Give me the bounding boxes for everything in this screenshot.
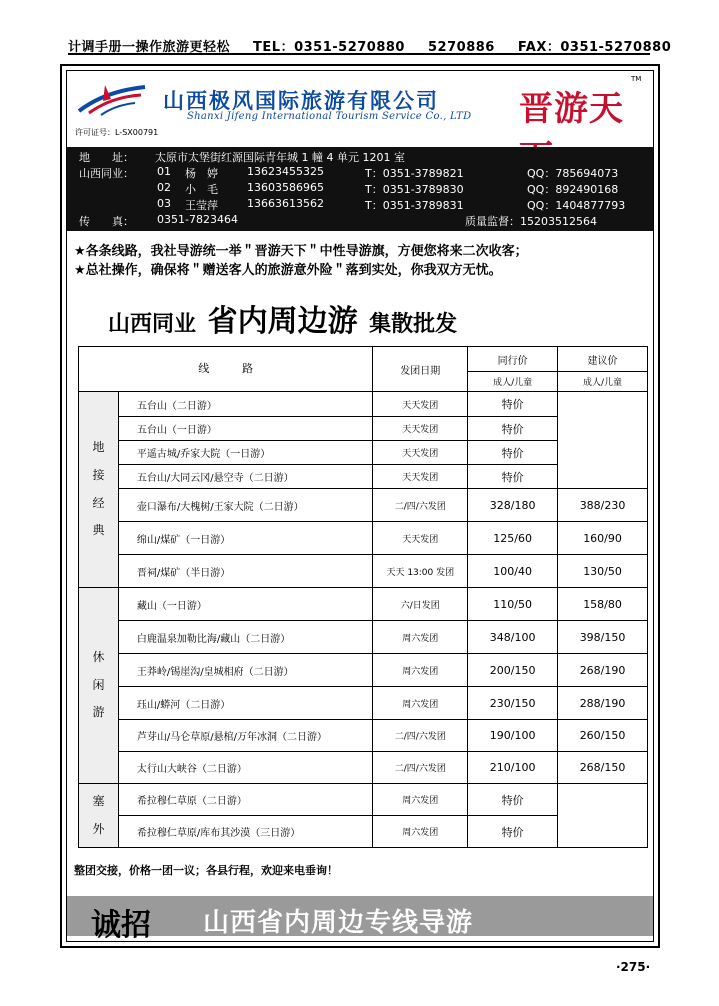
suggest-price-cell: 130/50 — [558, 555, 648, 588]
table-row — [79, 522, 648, 555]
date-cell: 周六发团 — [373, 816, 468, 848]
contact-tel: T：0351-3789821 — [365, 167, 464, 180]
fax-label: 传 真： — [79, 215, 134, 228]
note-line: ★总社操作，确保将＂赠送客人的旅游意外险＂落到实处，你我双方无忧。 — [74, 263, 502, 278]
contact-no: 01 — [157, 165, 171, 178]
contact-block — [67, 147, 653, 231]
route-cell: 藏山（一日游） — [118, 588, 372, 621]
table-row — [79, 752, 648, 784]
contact-name: 杨 婷 — [185, 167, 218, 180]
suggest-price-cell: 398/150 — [558, 621, 648, 654]
contact-name: 王莹萍 — [185, 199, 218, 212]
route-cell: 晋祠/煤矿（半日游） — [118, 555, 372, 588]
peer-price-cell: 125/60 — [468, 522, 558, 555]
date-cell: 二/四/六发团 — [373, 752, 468, 784]
header-route: 线 路 — [79, 347, 373, 392]
date-cell: 六/日发团 — [373, 588, 468, 621]
header-peer-price: 同行价 — [468, 347, 558, 372]
date-cell: 二/四/六发团 — [373, 720, 468, 752]
peer-price-cell: 100/40 — [468, 555, 558, 588]
peer-price-cell: 特价 — [468, 465, 558, 489]
contact-row — [67, 197, 653, 213]
contact-row — [67, 165, 653, 181]
date-cell: 二/四/六发团 — [373, 489, 468, 522]
quality-monitor: 质量监督：15203512564 — [465, 215, 597, 228]
slogan: 计调手册一操作旅游更轻松 — [68, 40, 231, 55]
route-cell: 绵山/煤矿（一日游） — [118, 522, 372, 555]
peer-price-cell: 200/150 — [468, 654, 558, 687]
company-name-en: Shanxi Jifeng International Tourism Service Co., LTD — [187, 111, 472, 122]
date-cell: 天天发团 — [373, 465, 468, 489]
top-tel2: 5270886 — [428, 40, 495, 55]
contact-no: 02 — [157, 181, 171, 194]
table-row — [79, 555, 648, 588]
date-cell: 周六发团 — [373, 621, 468, 654]
top-fax: FAX：0351-5270880 — [517, 40, 672, 55]
date-cell: 天天 13:00 发团 — [373, 555, 468, 588]
address-row — [67, 149, 653, 165]
route-cell: 王莽岭/锡崖沟/皇城相府（二日游） — [118, 654, 372, 687]
recruit-banner — [67, 896, 653, 943]
recruit-text: 山西省内周边专线导游 — [203, 908, 474, 938]
suggest-price-cell: 268/150 — [558, 752, 648, 784]
contact-label: 山西同业： — [79, 167, 134, 180]
headline-part-c: 集散批发 — [369, 312, 458, 337]
suggest-price-cell: 268/190 — [558, 654, 648, 687]
route-cell: 五台山（二日游） — [118, 392, 372, 417]
peer-price-cell: 特价 — [468, 417, 558, 441]
peer-price-cell: 特价 — [468, 784, 558, 816]
peer-price-cell: 230/150 — [468, 687, 558, 720]
fax-row — [67, 213, 653, 229]
suggest-price-cell: 388/230 — [558, 489, 648, 522]
date-cell: 周六发团 — [373, 784, 468, 816]
company-header — [67, 71, 653, 147]
peer-price-cell: 190/100 — [468, 720, 558, 752]
table-row — [79, 720, 648, 752]
headline-part-a: 山西同业 — [108, 312, 197, 337]
date-cell: 天天发团 — [373, 522, 468, 555]
table-row — [79, 654, 648, 687]
contact-mobile: 13663613562 — [247, 197, 324, 210]
table-header-row — [79, 347, 648, 372]
headline — [108, 296, 457, 340]
route-table — [78, 346, 648, 848]
brand-logo: 晋游天 — [519, 89, 624, 129]
top-tel: TEL：0351-5270880 — [253, 40, 405, 55]
route-cell: 白鹿温泉加勒比海/藏山（二日游） — [118, 621, 372, 654]
contact-name: 小 毛 — [185, 183, 218, 196]
peer-price-cell: 110/50 — [468, 588, 558, 621]
route-cell: 壶口瀑布/大槐树/王家大院（二日游） — [118, 489, 372, 522]
contact-qq: QQ：892490168 — [527, 183, 619, 196]
date-cell: 周六发团 — [373, 654, 468, 687]
page-number: ·275· — [616, 960, 651, 974]
peer-price-cell: 328/180 — [468, 489, 558, 522]
contact-row — [67, 181, 653, 197]
address: 太原市太堡街红源国际青年城 1 幢 4 单元 1201 室 — [155, 151, 405, 164]
category-local: 地 接 经 典 — [79, 392, 119, 588]
date-cell: 天天发团 — [373, 392, 468, 417]
route-cell: 希拉穆仁草原/库布其沙漠（三日游） — [118, 816, 372, 848]
header-suggest-price: 建议价 — [558, 347, 648, 372]
license-number: 许可证号：L-SX00791 — [75, 128, 159, 137]
date-cell: 天天发团 — [373, 441, 468, 465]
headline-part-b: 省内周边游 — [207, 304, 358, 339]
company-name-cn: 山西极风国际旅游有限公司 — [163, 89, 439, 113]
address-label: 地 址： — [79, 151, 134, 164]
company-logo-icon — [75, 81, 147, 117]
contact-no: 03 — [157, 197, 171, 210]
suggest-price-cell — [558, 784, 648, 848]
header-suggest-sub: 成人/儿童 — [558, 372, 648, 392]
suggest-price-cell: 158/80 — [558, 588, 648, 621]
contact-mobile: 13603586965 — [247, 181, 324, 194]
header-date: 发团日期 — [373, 347, 468, 392]
contact-tel: T：0351-3789831 — [365, 199, 464, 212]
date-cell: 天天发团 — [373, 417, 468, 441]
route-cell: 珏山/蟒河（二日游） — [118, 687, 372, 720]
peer-price-cell: 348/100 — [468, 621, 558, 654]
fax-number: 0351-7823464 — [157, 213, 238, 226]
table-row — [79, 784, 648, 816]
suggest-price-cell: 260/150 — [558, 720, 648, 752]
route-cell: 五台山（一日游） — [118, 417, 372, 441]
route-cell: 希拉穆仁草原（二日游） — [118, 784, 372, 816]
route-cell: 太行山大峡谷（二日游） — [118, 752, 372, 784]
route-cell: 芦芽山/马仑草原/悬棺/万年冰洞（二日游） — [118, 720, 372, 752]
top-rule — [68, 53, 650, 55]
peer-price-cell: 特价 — [468, 392, 558, 417]
suggest-price-cell: 288/190 — [558, 687, 648, 720]
contact-qq: QQ：1404877793 — [527, 199, 626, 212]
table-row — [79, 588, 648, 621]
contact-qq: QQ：785694073 — [527, 167, 619, 180]
date-cell: 周六发团 — [373, 687, 468, 720]
contact-tel: T：0351-3789830 — [365, 183, 464, 196]
table-row — [79, 687, 648, 720]
table-row — [79, 621, 648, 654]
suggest-price-cell: 160/90 — [558, 522, 648, 555]
category-outside: 塞 外 — [79, 784, 119, 848]
peer-price-cell: 特价 — [468, 441, 558, 465]
trademark-mark: TM — [631, 75, 642, 83]
contact-mobile: 13623455325 — [247, 165, 324, 178]
route-cell: 平遥古城/乔家大院（一日游） — [118, 441, 372, 465]
suggest-price-cell — [558, 392, 648, 489]
category-leisure: 休 闲 游 — [79, 588, 119, 784]
footnote: 整团交接，价格一团一议；各县行程，欢迎来电垂询！ — [74, 864, 338, 877]
table-row — [79, 489, 648, 522]
note-line: ★各条线路，我社导游统一举＂晋游天下＂中性导游旗，方便您将来二次收客； — [74, 244, 528, 259]
recruit-title: 诚招 — [91, 908, 151, 943]
table-row — [79, 392, 648, 417]
header-peer-sub: 成人/儿童 — [468, 372, 558, 392]
route-cell: 五台山/大同云冈/悬空寺（二日游） — [118, 465, 372, 489]
peer-price-cell: 特价 — [468, 816, 558, 848]
peer-price-cell: 210/100 — [468, 752, 558, 784]
